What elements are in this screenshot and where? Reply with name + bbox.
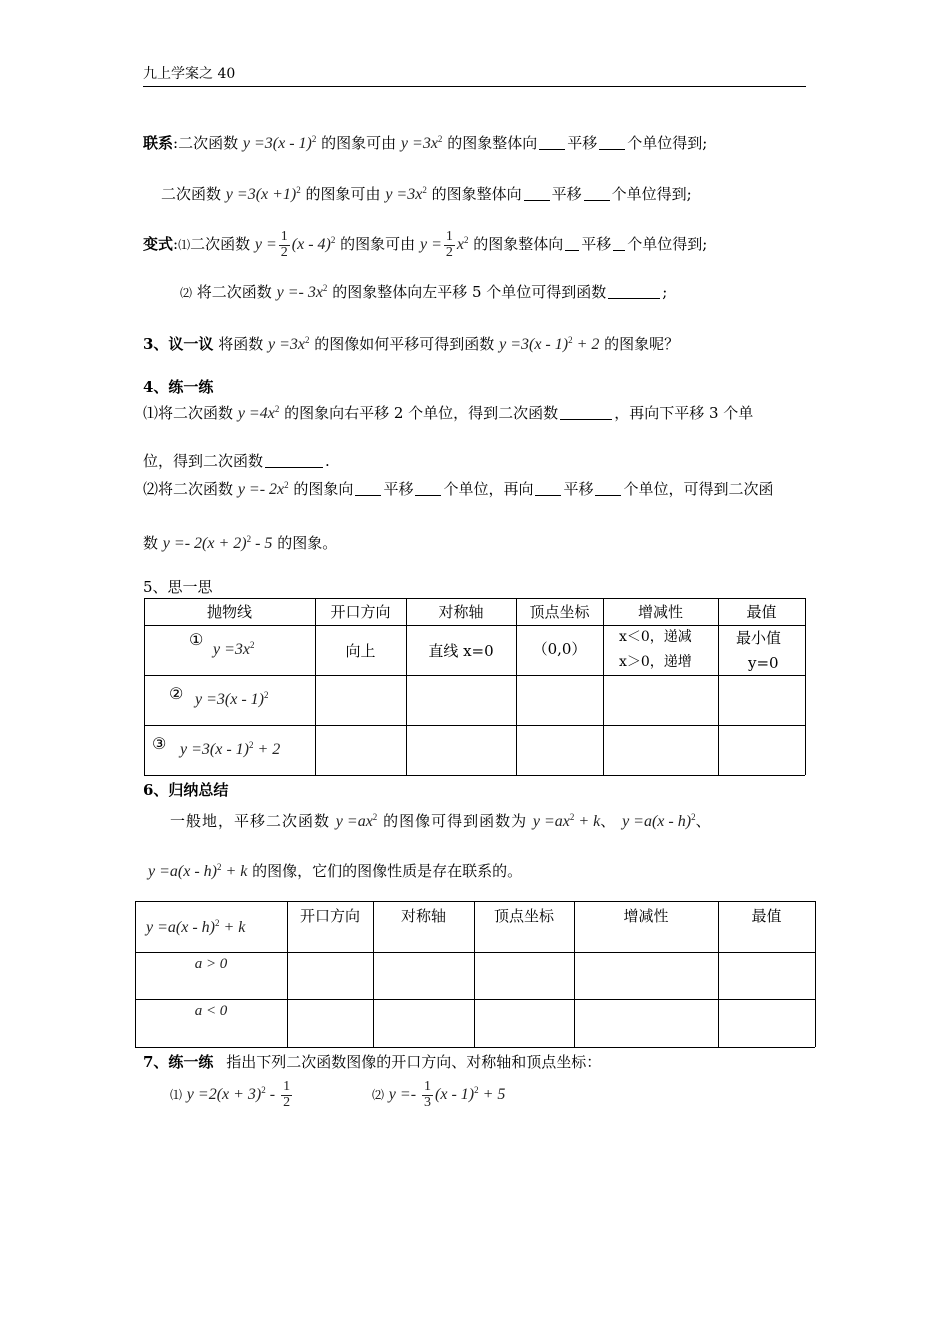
row-formula: $y =3x^2$	[213, 640, 255, 658]
fill-blank[interactable]	[355, 481, 381, 496]
page-header-title: 九上学案之 40	[143, 66, 236, 82]
text: 位，得到二次函数	[143, 452, 264, 470]
text: ⑴	[178, 237, 191, 252]
formula: $y =- 2(x + 2)^2 - 5$	[162, 534, 273, 552]
header-rule	[143, 86, 806, 87]
formula: $y =3(x +1)^2$	[225, 185, 301, 203]
text: ⑵	[180, 286, 193, 300]
text: .	[325, 452, 330, 470]
fill-blank[interactable]	[584, 186, 610, 201]
section-4-title: 4、练一练	[143, 378, 214, 396]
text: 将二次函数	[158, 480, 234, 498]
text: 的图象向右平移 2 个单位，得到二次函数	[284, 404, 559, 422]
text: 平移	[383, 480, 414, 498]
bianshi-item-2	[180, 283, 667, 302]
section-6-para-1	[170, 812, 712, 831]
formula: y =a(x - h)$^2$ + k	[148, 862, 248, 880]
row-marker: ②	[169, 684, 184, 703]
fill-blank[interactable]	[539, 135, 565, 150]
bianshi-label: 变式	[143, 234, 174, 253]
text: 个单位，再向	[443, 480, 534, 498]
section-5-title: 5、思一思	[143, 578, 213, 596]
text: 的图象向	[293, 480, 354, 498]
table-header: 最值	[746, 603, 777, 621]
text: ⑵	[143, 480, 159, 498]
table-header: 对称轴	[438, 603, 484, 621]
text: 平移	[581, 234, 612, 253]
text: 的图像可得到函数为	[383, 812, 528, 830]
section-7-q2	[372, 1080, 505, 1110]
table-rule	[815, 901, 816, 1047]
fill-blank[interactable]	[535, 481, 561, 496]
table-rule	[805, 598, 806, 775]
text: 平移	[567, 134, 598, 152]
text: 将二次函数	[196, 283, 272, 301]
section-3-title: 3、议一议	[143, 335, 214, 353]
table-header: 开口方向	[330, 603, 391, 621]
row-label: a > 0	[194, 956, 228, 972]
fill-blank[interactable]	[265, 453, 323, 468]
fill-blank[interactable]	[560, 405, 612, 420]
text: 个单位，可得到二次函	[623, 480, 774, 498]
text: 一般地，平移二次函数	[170, 812, 331, 830]
text: ⑵	[372, 1087, 385, 1102]
formula: $y =3x^2$	[385, 185, 427, 203]
formula: $y =ax^2 + k$	[532, 812, 601, 830]
table-header: 增减性	[637, 603, 683, 621]
text: 的图象可由	[340, 234, 416, 253]
text: 数	[143, 534, 159, 552]
formula: $y =3x^2$	[268, 335, 310, 353]
fill-blank[interactable]	[608, 284, 660, 299]
cell-open: 向上	[345, 641, 376, 660]
row-label: a < 0	[194, 1003, 228, 1019]
formula: $y =ax^2$	[335, 812, 378, 830]
text: ，再向下平移 3 个单	[614, 404, 754, 422]
table-header: 最值	[751, 907, 782, 925]
row-marker: ③	[152, 734, 167, 753]
text: ⑴	[170, 1087, 183, 1102]
formula: $y =- 2x^2$	[237, 480, 289, 498]
row-marker: ①	[189, 630, 204, 649]
text: ;	[662, 283, 668, 301]
table-header: 顶点坐标	[529, 603, 590, 621]
text: 的图象可由	[305, 185, 381, 203]
section-7	[143, 1053, 601, 1071]
formula: y = $\frac{1}{2}$ (x - 4)$^2$	[254, 229, 336, 260]
formula: y =3(x - 1)$^2$	[242, 134, 317, 152]
table-rule	[144, 675, 805, 676]
formula: $y =- 3x^2$	[276, 283, 328, 301]
table-header: 开口方向	[299, 907, 360, 925]
section-6-title: 6、归纳总结	[143, 781, 229, 799]
section-7-title: 7、练一练	[143, 1053, 214, 1071]
text: 个单位得到;	[627, 234, 708, 253]
cell-ext-2: y=0	[748, 654, 779, 672]
fill-blank[interactable]	[595, 481, 621, 496]
fill-blank[interactable]	[599, 135, 625, 150]
bianshi-item-1	[143, 230, 707, 260]
text: 的图象整体向	[431, 185, 522, 203]
table-rule	[144, 725, 805, 726]
text: 的图象整体向	[473, 234, 564, 253]
table-header: 抛物线	[206, 603, 252, 621]
cell-mono-1: x＜0，递减	[619, 629, 692, 645]
section-4-q1	[143, 404, 753, 423]
table-header: 顶点坐标	[493, 907, 554, 925]
text: 的图像如何平移可得到函数	[314, 335, 495, 353]
formula: $y =2(x + 3)^2$ - $\frac{1}{2}$	[186, 1079, 291, 1110]
row-formula: y =3(x - 1)$^2$ + 2	[180, 740, 281, 758]
text: 个单位得到;	[627, 134, 708, 152]
formula: $y =3x^2$	[400, 134, 443, 152]
fill-blank[interactable]	[415, 481, 441, 496]
text: :	[173, 234, 179, 253]
table-header: 增减性	[623, 907, 669, 925]
fill-blank[interactable]	[524, 186, 550, 201]
lianxi-line-2	[161, 185, 692, 204]
formula: y =- $\frac{1}{3}$ (x - 1)$^2$ + 5	[388, 1079, 506, 1110]
cell-ext-1: 最小值	[736, 629, 782, 647]
section-3	[143, 335, 679, 354]
text: 平移	[563, 480, 594, 498]
text: 二次函数	[161, 185, 222, 203]
text: 、	[695, 812, 712, 830]
text: 的图象整体向左平移 5 个单位可得到函数	[332, 283, 607, 301]
table-rule	[135, 1047, 815, 1048]
text: 二次函数	[190, 234, 251, 253]
section-4-q1-line2	[143, 452, 330, 470]
text: 的图象。	[277, 534, 338, 552]
cell-vertex: （0,0）	[532, 639, 587, 658]
fill-blank[interactable]	[613, 236, 625, 251]
row-formula: y =3(x - 1)$^2$	[195, 690, 269, 708]
text: 、	[600, 812, 617, 830]
section-6-para-2	[148, 862, 522, 881]
formula: y =a(x - h)$^2$	[622, 812, 696, 830]
text: 的图像，它们的图像性质是存在联系的。	[252, 862, 523, 880]
text: 个单位得到;	[611, 185, 692, 203]
text: 指出下列二次函数图像的开口方向、对称轴和顶点坐标：	[226, 1053, 602, 1071]
table-header: 对称轴	[400, 907, 446, 925]
section-4-q2-line2	[143, 534, 337, 553]
text: 将函数	[218, 335, 264, 353]
formula: y =3(x - 1)$^2$ + 2	[499, 335, 600, 353]
cell-axis: 直线 x=0	[428, 641, 494, 660]
section-7-q1	[170, 1080, 294, 1110]
text: 平移	[551, 185, 582, 203]
lianxi-label: 联系	[143, 134, 174, 152]
formula: y = $\frac{1}{2}$ $x^2$	[419, 229, 469, 260]
cell-mono-2: x＞0，递增	[619, 654, 692, 670]
lianxi-line-1	[143, 134, 707, 153]
text: 的图象整体向	[447, 134, 538, 152]
table-rule	[144, 775, 805, 776]
text: 将二次函数	[158, 404, 234, 422]
formula: $y =4x^2$	[237, 404, 280, 422]
section-4-q2	[143, 480, 774, 499]
text: ⑴	[143, 404, 159, 422]
table-header-formula: y =a(x - h)$^2$ + k	[146, 918, 246, 936]
text: :二次函数	[173, 134, 239, 152]
text: 的图象呢？	[604, 335, 680, 353]
text: 的图象可由	[321, 134, 397, 152]
fill-blank[interactable]	[565, 236, 579, 251]
